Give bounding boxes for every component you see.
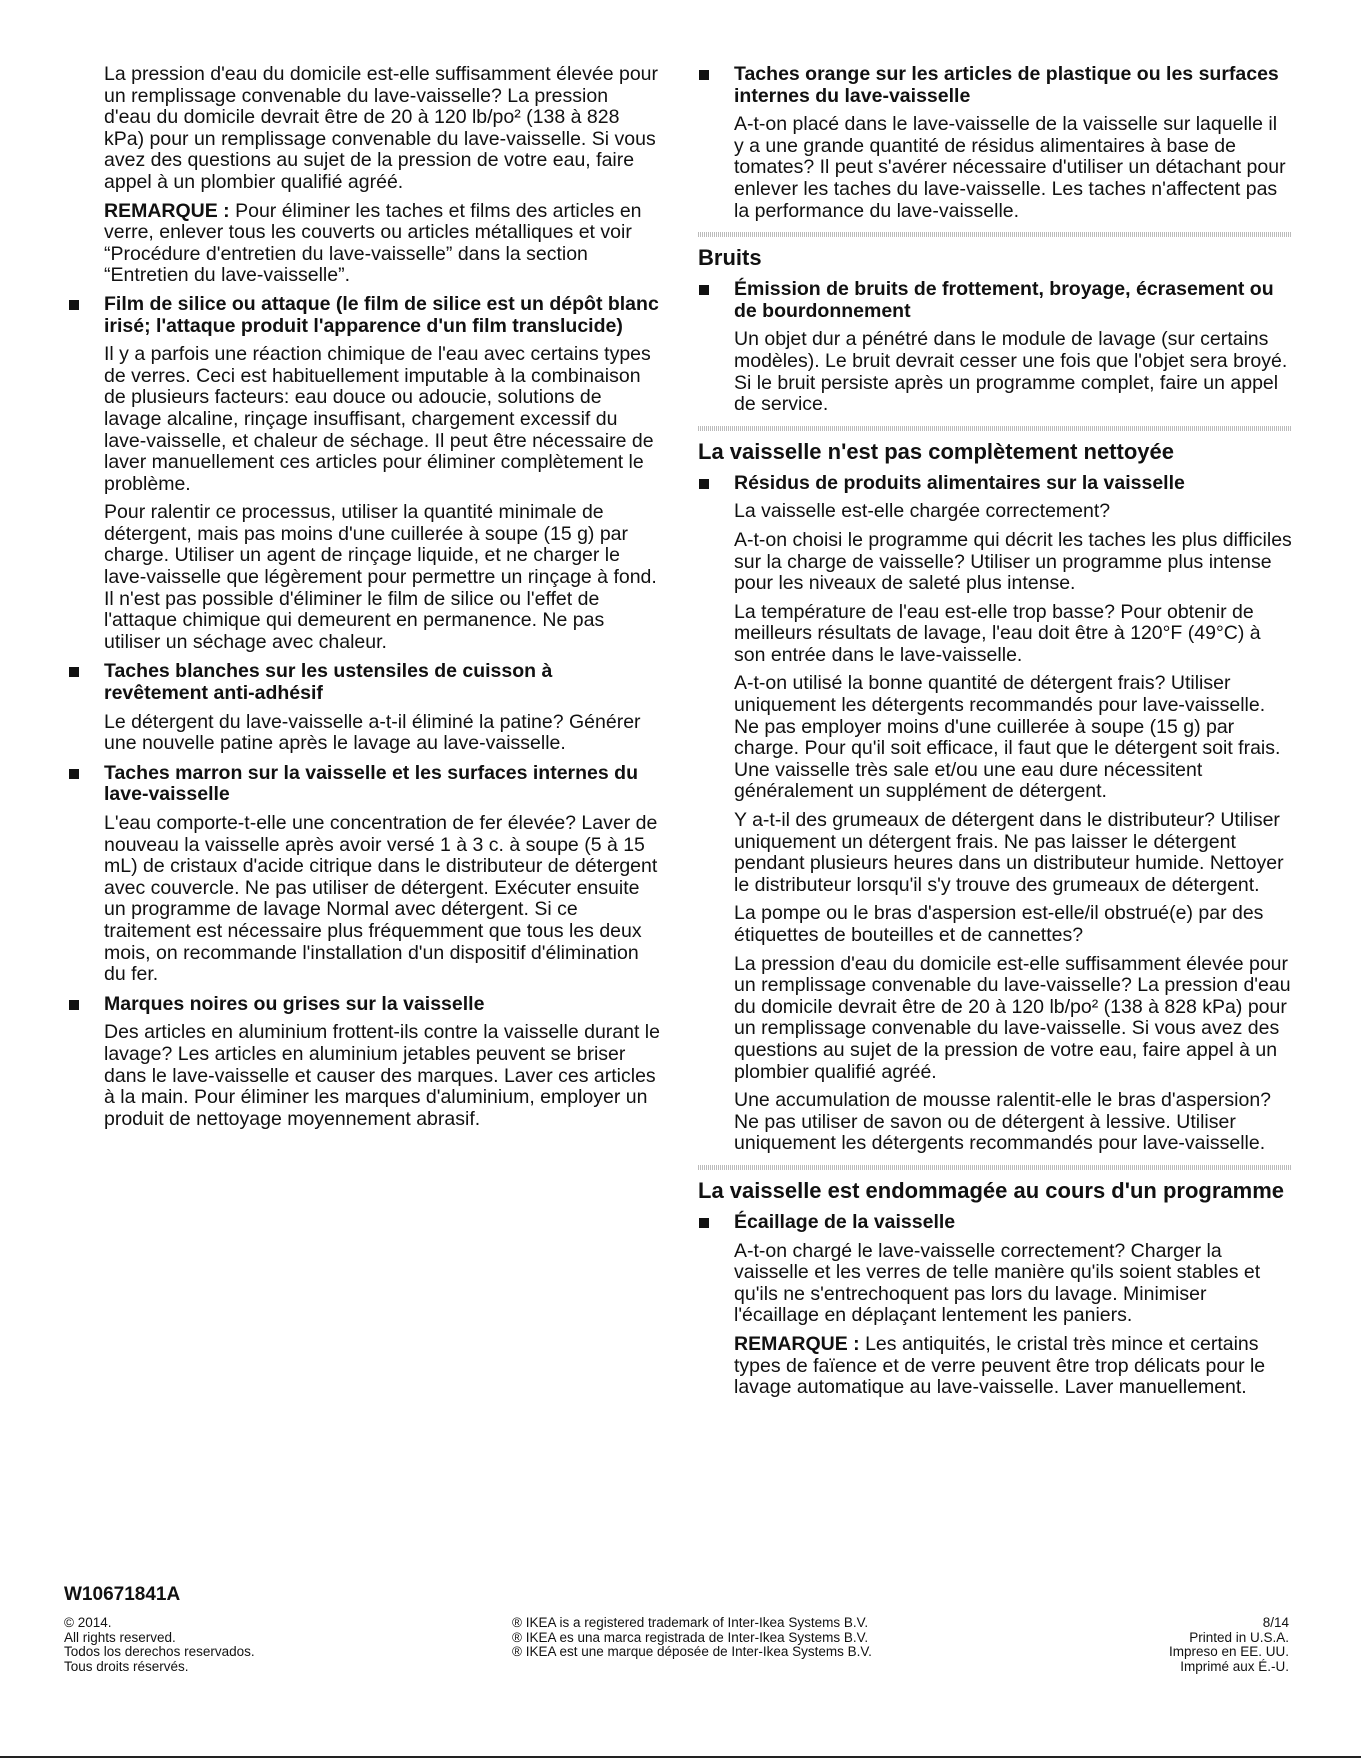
bullet-item (104, 763, 660, 986)
note-text: Pour éliminer les taches et films des articles en verre, enlever tous les couverts ou articles métalliques et voir “Procédure d'entretien du lave-vaisselle” dans la section “Entretien du lave-vaisselle”. (104, 199, 642, 287)
bullet-heading: Émission de bruits de frottement, broyage, écrasement ou de bourdonnement (734, 279, 1292, 322)
paragraph: A-t-on chargé le lave-vaisselle correctement? Charger la vaisselle et les verres de telle manière qu'ils soient stables et qu'ils ne s'entrechoquent pas lors du lavage. Minimiser l'écaillage en déplaçant lentement les paniers. (734, 1239, 1261, 1327)
section-divider (698, 426, 1292, 431)
bullet-item (734, 64, 1292, 222)
paragraph: La pression d'eau du domicile est-elle suffisamment élevée pour un remplissage convenable du lave-vaisselle? La pression d'eau du domicile devrait être de 20 à 120 lb/po² (138 à 828 kPa) pour un remplissage convenable du lave-vaisselle. Si vous avez des questions au sujet de la pression de votre eau, faire appel à un plombier qualifié agréé. (734, 952, 1291, 1083)
note-paragraph (734, 1334, 1292, 1399)
paragraph: L'eau comporte-t-elle une concentration de fer élevée? Laver de nouveau la vaisselle après avoir versé 1 à 3 c. à soupe (5 à 15 mL) de cristaux d'acide citrique dans le distributeur de détergent avec couvercle. Ne pas utiliser de détergent. Exécuter ensuite un programme de lavage Normal avec détergent. Si ce traitement est nécessaire plus fréquemment que tous les deux mois, on recommande l'installation d'un dispositif d'élimination du fer. (104, 812, 658, 986)
section-title: La vaisselle est endommagée au cours d'un programme (698, 1177, 1284, 1203)
section-divider (698, 1165, 1292, 1170)
copyright-block (64, 1616, 255, 1674)
bottom-edge-rule (0, 1756, 1361, 1758)
square-bullet-icon (699, 1218, 709, 1228)
bullet-item (104, 294, 660, 654)
copyright-line: Todos los derechos reservados. (64, 1644, 255, 1660)
note-label: REMARQUE : (104, 199, 230, 222)
paragraph: La pression d'eau du domicile est-elle suffisamment élevée pour un remplissage convenable du lave-vaisselle? La pression d'eau du domicile devrait être de 20 à 120 lb/po² (138 à 828 kPa) pour un remplissage convenable du lave-vaisselle. Si vous avez des questions au sujet de la pression de votre eau, faire appel à un plombier qualifié agréé. (104, 63, 659, 193)
square-bullet-icon (699, 285, 709, 295)
left-column (104, 64, 660, 1138)
paragraph: Pour ralentir ce processus, utiliser la quantité minimale de détergent, mais pas moins d'une cuillerée à soupe (15 g) par charge. Utiliser un agent de rinçage liquide, et ne charger le lave-vaisselle que légèrement pour permettre un rinçage à fond. Il n'est pas possible d'éliminer le film de silice ou l'effet de l'attaque chimique qui demeurent en permanence. Ne pas utiliser un séchage avec chaleur. (104, 501, 657, 653)
paragraph: Une accumulation de mousse ralentit-elle le bras d'aspersion? Ne pas utiliser de savon ou de détergent à lessive. Utiliser uniquement les détergents recommandés pour lave-vaisselle. (734, 1089, 1272, 1155)
trademark-line: ® IKEA es una marca registrada de Inter-Ikea Systems B.V. (512, 1629, 869, 1645)
bullet-heading: Résidus de produits alimentaires sur la vaisselle (734, 473, 1292, 495)
square-bullet-icon (69, 769, 79, 779)
bullet-heading: Taches blanches sur les ustensiles de cuisson à revêtement anti-adhésif (104, 661, 660, 704)
bullet-heading: Film de silice ou attaque (le film de silice est un dépôt blanc irisé; l'attaque produit l'apparence d'un film translucide) (104, 294, 660, 337)
bullet-heading: Écaillage de la vaisselle (734, 1212, 1292, 1234)
paragraph: Le détergent du lave-vaisselle a-t-il éliminé la patine? Générer une nouvelle patine après le lavage au lave-vaisselle. (104, 710, 641, 755)
copyright-line: Tous droits réservés. (64, 1658, 189, 1674)
bullet-heading: Taches orange sur les articles de plastique ou les surfaces internes du lave-vaisselle (734, 64, 1292, 107)
right-column (698, 63, 1292, 1407)
bullet-heading: Taches marron sur la vaisselle et les surfaces internes du lave-vaisselle (104, 763, 660, 806)
copyright-line: © 2014. (64, 1615, 112, 1630)
square-bullet-icon (69, 667, 79, 677)
bullet-heading: Marques noires ou grises sur la vaisselle (104, 994, 660, 1016)
bullet-item (104, 661, 660, 754)
print-location-line: Impreso en EE. UU. (1168, 1644, 1289, 1660)
trademark-line: ® IKEA est une marque déposée de Inter-Ikea Systems B.V. (512, 1644, 872, 1660)
bullet-item (734, 473, 1292, 1155)
paragraph: A-t-on choisi le programme qui décrit les taches les plus difficiles sur la charge de vaisselle? Utiliser un programme plus intense pour les niveaux de saleté plus intense. (734, 528, 1292, 595)
bullet-item (734, 279, 1292, 416)
document-code: W10671841A (64, 1584, 181, 1605)
bullet-item (104, 994, 660, 1131)
section-title: Bruits (698, 245, 762, 271)
section-divider (698, 232, 1292, 237)
paragraph: A-t-on placé dans le lave-vaisselle de la vaisselle sur laquelle il y a une grande quantité de résidus alimentaires à base de tomates? Il peut s'avérer nécessaire d'utiliser un détachant pour enlever les taches du lave-vaisselle. Les taches n'affectent pas la performance du lave-vaisselle. (734, 113, 1286, 222)
section-title: La vaisselle n'est pas complètement nettoyée (698, 438, 1174, 464)
trademark-line: ® IKEA is a registered trademark of Inter-Ikea Systems B.V. (512, 1615, 869, 1630)
print-location-line: Imprimé aux É.-U. (1180, 1658, 1289, 1674)
trademark-block (512, 1616, 872, 1660)
square-bullet-icon (69, 300, 79, 310)
paragraph: Il y a parfois une réaction chimique de l'eau avec certains types de verres. Ceci est habituellement imputable à la combinaison de plusieurs facteurs: eau douce ou adoucie, solutions de lavage alcaline, rinçage insuffisant, chargement excessif du lave-vaisselle, et chaleur de séchage. Il peut être nécessaire de laver manuellement ces articles pour éliminer complètement le problème. (104, 343, 654, 495)
paragraph: Des articles en aluminium frottent-ils contre la vaisselle durant le lavage? Les articles en aluminium jetables peuvent se briser dans le lave-vaisselle et causer des marques. Laver ces articles à la main. Pour éliminer les marques d'aluminium, employer un produit de nettoyage moyennement abrasif. (104, 1021, 660, 1130)
copyright-line: All rights reserved. (64, 1629, 176, 1645)
note-paragraph (104, 201, 660, 287)
note-label: REMARQUE : (734, 1332, 860, 1355)
paragraph: A-t-on utilisé la bonne quantité de détergent frais? Utiliser uniquement les détergents recommandés pour lave-vaisselle. Ne pas employer moins d'une cuillerée à soupe (15 g) par charge. Pour qu'il soit efficace, il faut que le détergent soit frais. Une vaisselle très sale et/ou une eau dure nécessitent généralement un supplément de détergent. (734, 672, 1281, 803)
square-bullet-icon (699, 70, 709, 80)
square-bullet-icon (699, 479, 709, 489)
paragraph: Un objet dur a pénétré dans le module de lavage (sur certains modèles). Le bruit devrait cesser une fois que l'objet sera broyé. Si le bruit persiste après un programme complet, faire un appel de service. (734, 328, 1288, 416)
square-bullet-icon (69, 1000, 79, 1010)
note-text: Les antiquités, le cristal très mince et certains types de faïence et de verre peuvent être trop délicats pour le lavage automatique au lave-vaisselle. Laver manuellement. (734, 1332, 1266, 1399)
print-date: 8/14 (1262, 1615, 1289, 1630)
bullet-item (734, 1212, 1292, 1399)
paragraph: La pompe ou le bras d'aspersion est-elle/il obstrué(e) par des étiquettes de bouteilles et de cannettes? (734, 902, 1264, 946)
paragraph: Y a-t-il des grumeaux de détergent dans le distributeur? Utiliser uniquement un détergent frais. Ne pas laisser le détergent pendant plusieurs heures dans un distributeur humide. Nettoyer le distributeur lorsqu'il s'y trouve des grumeaux de détergent. (734, 809, 1284, 896)
print-location-line: Printed in U.S.A. (1189, 1629, 1289, 1645)
paragraph: La température de l'eau est-elle trop basse? Pour obtenir de meilleurs résultats de lavage, l'eau doit être à 120°F (49°C) à son entrée dans le lave-vaisselle. (734, 600, 1261, 666)
print-info-block (1169, 1616, 1289, 1674)
paragraph: La vaisselle est-elle chargée correctement? (734, 500, 1111, 523)
